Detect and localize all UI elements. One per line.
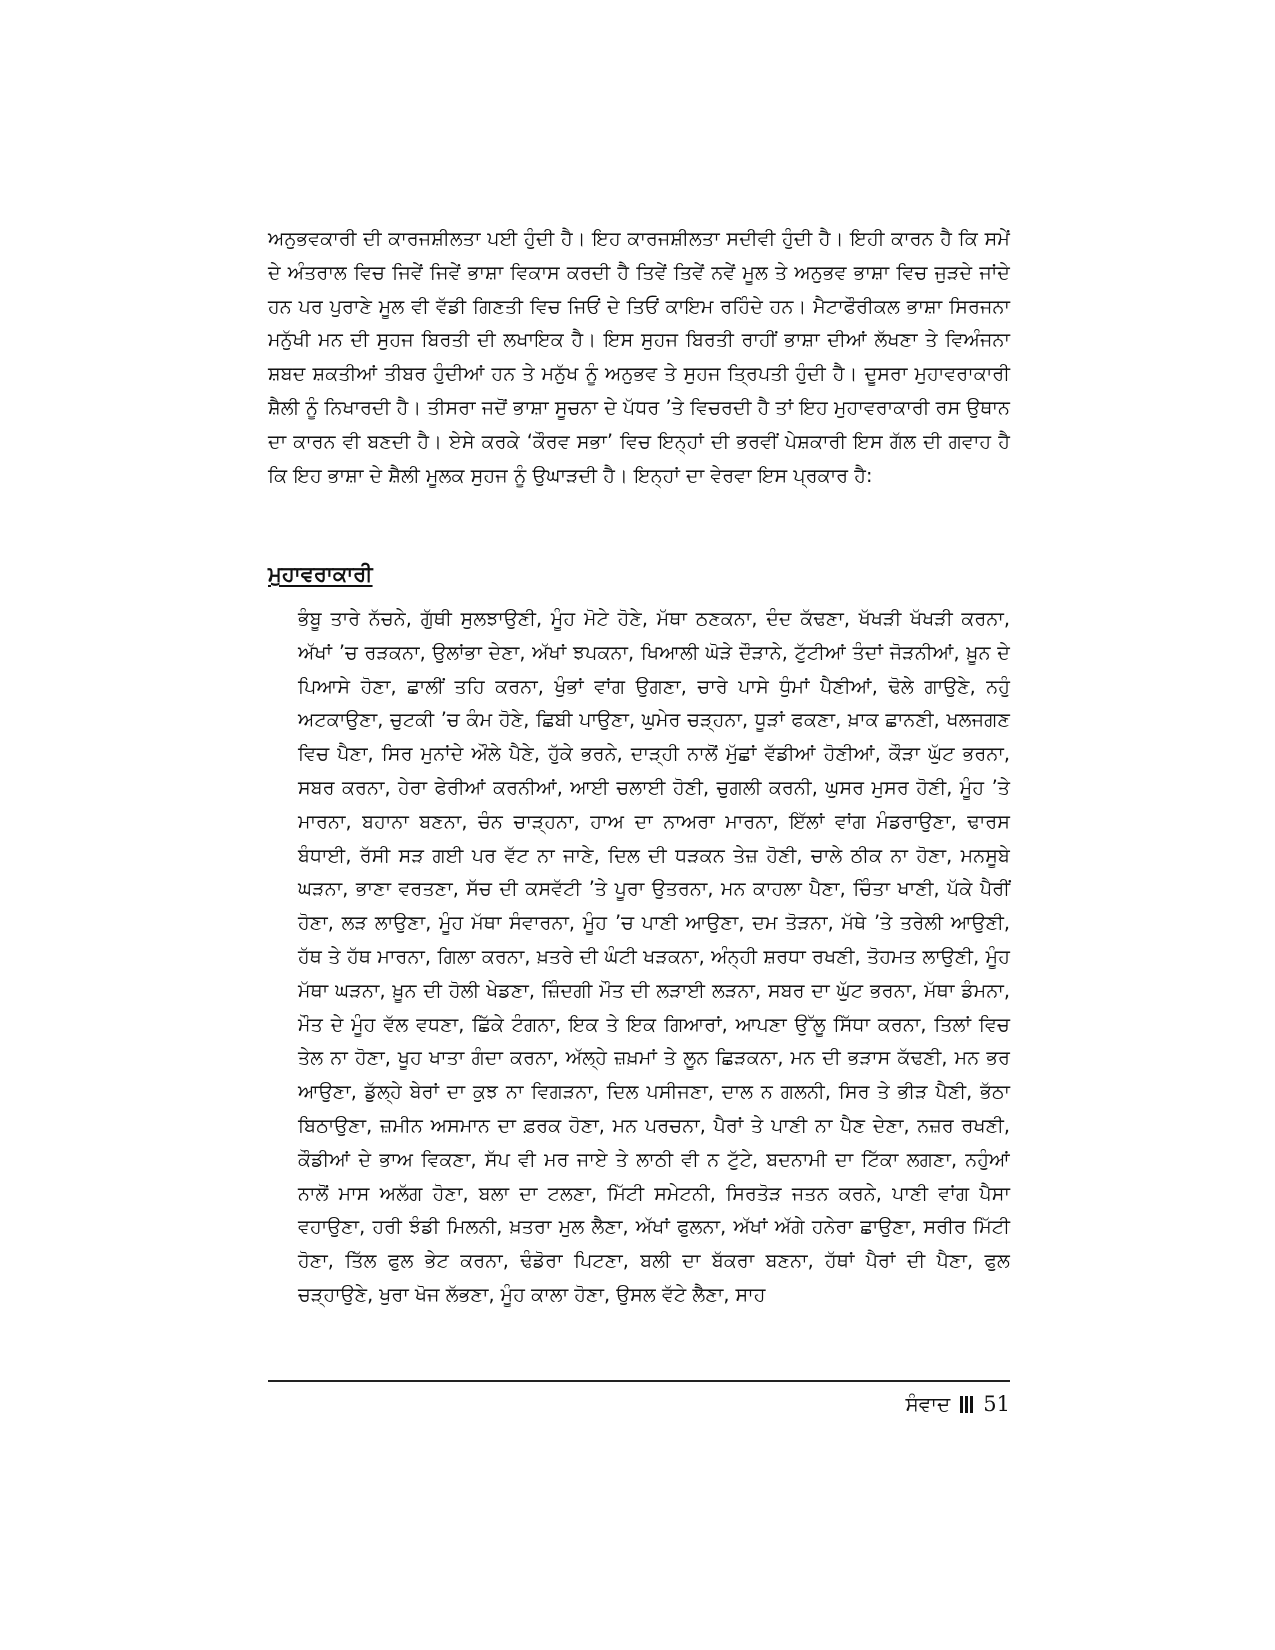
journal-name: ਸੰਵਾਦ <box>905 1392 951 1416</box>
page-number: 51 <box>983 1392 1010 1416</box>
section-heading: ਮੁਹਾਵਰਾਕਾਰੀ <box>268 562 373 586</box>
page-footer <box>905 1388 1010 1420</box>
intro-paragraph: ਅਨੁਭਵਕਾਰੀ ਦੀ ਕਾਰਜਸ਼ੀਲਤਾ ਪਈ ਹੁੰਦੀ ਹੈ। ਇਹ ਕਾਰਜਸ਼ੀਲਤਾ ਸਦੀਵੀ ਹੁੰਦੀ ਹੈ। ਇਹੀ ਕਾਰਨ ਹੈ ਕਿ ਸਮੇਂ ਦੇ ਅੰਤਰਾਲ ਵਿਚ ਜਿਵੇਂ ਜਿਵੇਂ ਭਾਸ਼ਾ ਵਿਕਾਸ ਕਰਦੀ ਹੈ ਤਿਵੇਂ ਤਿਵੇਂ ਨਵੇਂ ਮੂਲ ਤੇ ਅਨੁਭਵ ਭਾਸ਼ਾ ਵਿਚ ਜੁੜਦੇ ਜਾਂਦੇ ਹਨ ਪਰ ਪੁਰਾਣੇ ਮੂਲ ਵੀ ਵੱਡੀ ਗਿਣਤੀ ਵਿਚ ਜਿਓਂ ਦੇ ਤਿਓਂ ਕਾਇਮ ਰਹਿੰਦੇ ਹਨ। ਮੈਟਾਫੌਰੀਕਲ ਭਾਸ਼ਾ ਸਿਰਜਨਾ ਮਨੁੱਖੀ ਮਨ ਦੀ ਸੁਹਜ ਬਿਰਤੀ ਦੀ ਲਖਾਇਕ ਹੈ। ਇਸ ਸੁਹਜ ਬਿਰਤੀ ਰਾਹੀਂ ਭਾਸ਼ਾ ਦੀਆਂ ਲੱਖਣਾ ਤੇ ਵਿਅੰਜਨਾ ਸ਼ਬਦ ਸ਼ਕਤੀਆਂ ਤੀਬਰ ਹੁੰਦੀਆਂ ਹਨ ਤੇ ਮਨੁੱਖ ਨੂੰ ਅਨੁਭਵ ਤੇ ਸੁਹਜ ਤ੍ਰਿਪਤੀ ਹੁੰਦੀ ਹੈ। ਦੂਸਰਾ ਮੁਹਾਵਰਾਕਾਰੀ ਸ਼ੈਲੀ ਨੂੰ ਨਿਖਾਰਦੀ ਹੈ। ਤੀਸਰਾ ਜਦੋਂ ਭਾਸ਼ਾ ਸੂਚਨਾ ਦੇ ਪੱਧਰ ’ਤੇ ਵਿਚਰਦੀ ਹੈ ਤਾਂ ਇਹ ਮੁਹਾਵਰਾਕਾਰੀ ਰਸ ਉਥਾਨ ਦਾ ਕਾਰਨ ਵੀ ਬਣਦੀ ਹੈ। ਏਸੇ ਕਰਕੇ ‘ਕੌਰਵ ਸਭਾ’ ਵਿਚ ਇਨ੍ਹਾਂ ਦੀ ਭਰਵੀਂ ਪੇਸ਼ਕਾਰੀ ਇਸ ਗੱਲ ਦੀ ਗਵਾਹ ਹੈ ਕਿ ਇਹ ਭਾਸ਼ਾ ਦੇ ਸ਼ੈਲੀ ਮੂਲਕ ਸੁਹਜ ਨੂੰ ਉਘਾੜਦੀ ਹੈ। ਇਨ੍ਹਾਂ ਦਾ ਵੇਰਵਾ ਇਸ ਪ੍ਰਕਾਰ ਹੈ: <box>268 227 1010 487</box>
footer-rule <box>268 1380 1010 1382</box>
section-body: ਭੰਬੂ ਤਾਰੇ ਨੱਚਨੇ, ਗੁੱਥੀ ਸੁਲਝਾਉਣੀ, ਮੂੰਹ ਮੋਟੇ ਹੋਣੇ, ਮੱਥਾ ਠਣਕਨਾ, ਦੰਦ ਕੱਢਣਾ, ਖੱਖੜੀ ਖੱਖੜੀ ਕਰਨਾ, ਅੱਖਾਂ ’ਚ ਰੜਕਨਾ, ਉਲਾਂਭਾ ਦੇਣਾ, ਅੱਖਾਂ ਝਪਕਨਾ, ਖਿਆਲੀ ਘੋੜੇ ਦੌੜਾਨੇ, ਟੁੱਟੀਆਂ ਤੰਦਾਂ ਜੋੜਨੀਆਂ, ਖ਼ੂਨ ਦੇ ਪਿਆਸੇ ਹੋਣਾ, ਛਾਲੀਂ ਤਹਿ ਕਰਨਾ, ਖੁੰਭਾਂ ਵਾਂਗ ਉਗਣਾ, ਚਾਰੇ ਪਾਸੇ ਧੁੰਮਾਂ ਪੈਣੀਆਂ, ਢੋਲੇ ਗਾਉਣੇ, ਨਹੁੰ ਅਟਕਾਉਣਾ, ਚੁਟਕੀ ’ਚ ਕੰਮ ਹੋਣੇ, ਛਿਬੀ ਪਾਉਣਾ, ਘੁਮੇਰ ਚੜ੍ਹਨਾ, ਧੂੜਾਂ ਫਕਣਾ, ਖ਼ਾਕ ਛਾਨਣੀ, ਖਲਜਗਣ ਵਿਚ ਪੈਣਾ, ਸਿਰ ਮੁਨਾਂਦੇ ਔਲੇ ਪੈਣੇ, ਹੁੱਕੇ ਭਰਨੇ, ਦਾੜ੍ਹੀ ਨਾਲੋਂ ਮੁੱਛਾਂ ਵੱਡੀਆਂ ਹੋਣੀਆਂ, ਕੌੜਾ ਘੁੱਟ ਭਰਨਾ, ਸਬਰ ਕਰਨਾ, ਹੇਰਾ ਫੇਰੀਆਂ ਕਰਨੀਆਂ, ਆਈ ਚਲਾਈ ਹੋਣੀ, ਚੁਗਲੀ ਕਰਨੀ, ਘੁਸਰ ਮੁਸਰ ਹੋਣੀ, ਮੂੰਹ ’ਤੇ ਮਾਰਨਾ, ਬਹਾਨਾ ਬਣਨਾ, ਚੰਨ ਚਾੜ੍ਹਨਾ, ਹਾਅ ਦਾ ਨਾਅਰਾ ਮਾਰਨਾ, ਇੱਲਾਂ ਵਾਂਗ ਮੰਡਰਾਉਣਾ, ਢਾਰਸ ਬੰਧਾਈ, ਰੱਸੀ ਸੜ ਗਈ ਪਰ ਵੱਟ ਨਾ ਜਾਣੇ, ਦਿਲ ਦੀ ਧੜਕਨ ਤੇਜ਼ ਹੋਣੀ, ਚਾਲੇ ਠੀਕ ਨਾ ਹੋਣਾ, ਮਨਸੂਬੇ ਘੜਨਾ, ਭਾਣਾ ਵਰਤਣਾ, ਸੱਚ ਦੀ ਕਸਵੱਟੀ ’ਤੇ ਪੂਰਾ ਉਤਰਨਾ, ਮਨ ਕਾਹਲਾ ਪੈਣਾ, ਚਿੰਤਾ ਖਾਣੀ, ਪੱਕੇ ਪੈਰੀਂ ਹੋਣਾ, ਲੜ ਲਾਉਣਾ, ਮੂੰਹ ਮੱਥਾ ਸੰਵਾਰਨਾ, ਮੂੰਹ ’ਚ ਪਾਣੀ ਆਉਣਾ, ਦਮ ਤੋੜਨਾ, ਮੱਥੇ ’ਤੇ ਤਰੇਲੀ ਆਉਣੀ, ਹੱਥ ਤੇ ਹੱਥ ਮਾਰਨਾ, ਗਿਲਾ ਕਰਨਾ, ਖ਼ਤਰੇ ਦੀ ਘੰਟੀ ਖੜਕਨਾ, ਅੰਨ੍ਹੀ ਸ਼ਰਧਾ ਰਖਣੀ, ਤੋਹਮਤ ਲਾਉਣੀ, ਮੂੰਹ ਮੱਥਾ ਘੜਨਾ, ਖ਼ੂਨ ਦੀ ਹੋਲੀ ਖੇਡਣਾ, ਜ਼ਿੰਦਗੀ ਮੌਤ ਦੀ ਲੜਾਈ ਲੜਨਾ, ਸਬਰ ਦਾ ਘੁੱਟ ਭਰਨਾ, ਮੱਥਾ ਡੰਮਨਾ, ਮੌਤ ਦੇ ਮੂੰਹ ਵੱਲ ਵਧਣਾ, ਛਿੱਕੇ ਟੰਗਨਾ, ਇਕ ਤੇ ਇਕ ਗਿਆਰਾਂ, ਆਪਣਾ ਉੱਲੂ ਸਿੱਧਾ ਕਰਨਾ, ਤਿਲਾਂ ਵਿਚ ਤੇਲ ਨਾ ਹੋਣਾ, ਖੂਹ ਖਾਤਾ ਗੰਦਾ ਕਰਨਾ, ਅੱਲ੍ਹੇ ਜ਼ਖ਼ਮਾਂ ਤੇ ਲੂਨ ਛਿੜਕਨਾ, ਮਨ ਦੀ ਭੜਾਸ ਕੱਢਣੀ, ਮਨ ਭਰ ਆਉਣਾ, ਡੁੱਲ੍ਹੇ ਬੇਰਾਂ ਦਾ ਕੁਝ ਨਾ ਵਿਗੜਨਾ, ਦਿਲ ਪਸੀਜਣਾ, ਦਾਲ ਨ ਗਲਨੀ, ਸਿਰ ਤੇ ਭੀੜ ਪੈਣੀ, ਭੱਠਾ ਬਿਠਾਉਣਾ, ਜ਼ਮੀਨ ਅਸਮਾਨ ਦਾ ਫ਼ਰਕ ਹੋਣਾ, ਮਨ ਪਰਚਨਾ, ਪੈਰਾਂ ਤੇ ਪਾਣੀ ਨਾ ਪੈਣ ਦੇਣਾ, ਨਜ਼ਰ ਰਖਣੀ, ਕੌਡੀਆਂ ਦੇ ਭਾਅ ਵਿਕਣਾ, ਸੱਪ ਵੀ ਮਰ ਜਾਏ ਤੇ ਲਾਠੀ ਵੀ ਨ ਟੁੱਟੇ, ਬਦਨਾਮੀ ਦਾ ਟਿੱਕਾ ਲਗਣਾ, ਨਹੁੰਆਂ ਨਾਲੋਂ ਮਾਸ ਅਲੱਗ ਹੋਣਾ, ਬਲਾ ਦਾ ਟਲਣਾ, ਮਿੱਟੀ ਸਮੇਟਨੀ, ਸਿਰਤੋੜ ਜਤਨ ਕਰਨੇ, ਪਾਣੀ ਵਾਂਗ ਪੈਸਾ ਵਹਾਉਣਾ, ਹਰੀ ਝੰਡੀ ਮਿਲਨੀ, ਖ਼ਤਰਾ ਮੁਲ ਲੈਣਾ, ਅੱਖਾਂ ਫੁਲਨਾ, ਅੱਖਾਂ ਅੱਗੇ ਹਨੇਰਾ ਛਾਉਣਾ, ਸਰੀਰ ਮਿੱਟੀ ਹੋਣਾ, ਤਿੱਲ ਫੁਲ ਭੇਟ ਕਰਨਾ, ਢੰਡੋਰਾ ਪਿਟਣਾ, ਬਲੀ ਦਾ ਬੱਕਰਾ ਬਣਨਾ, ਹੱਥਾਂ ਪੈਰਾਂ ਦੀ ਪੈਣਾ, ਫੁਲ ਚੜ੍ਹਾਉਣੇ, ਖੁਰਾ ਖੋਜ ਲੱਭਣਾ, ਮੂੰਹ ਕਾਲਾ ਹੋਣਾ, ਉਸਲ ਵੱਟੇ ਲੈਣਾ, ਸਾਹ <box>298 607 1010 1306</box>
triple-bar-icon <box>960 1396 973 1413</box>
